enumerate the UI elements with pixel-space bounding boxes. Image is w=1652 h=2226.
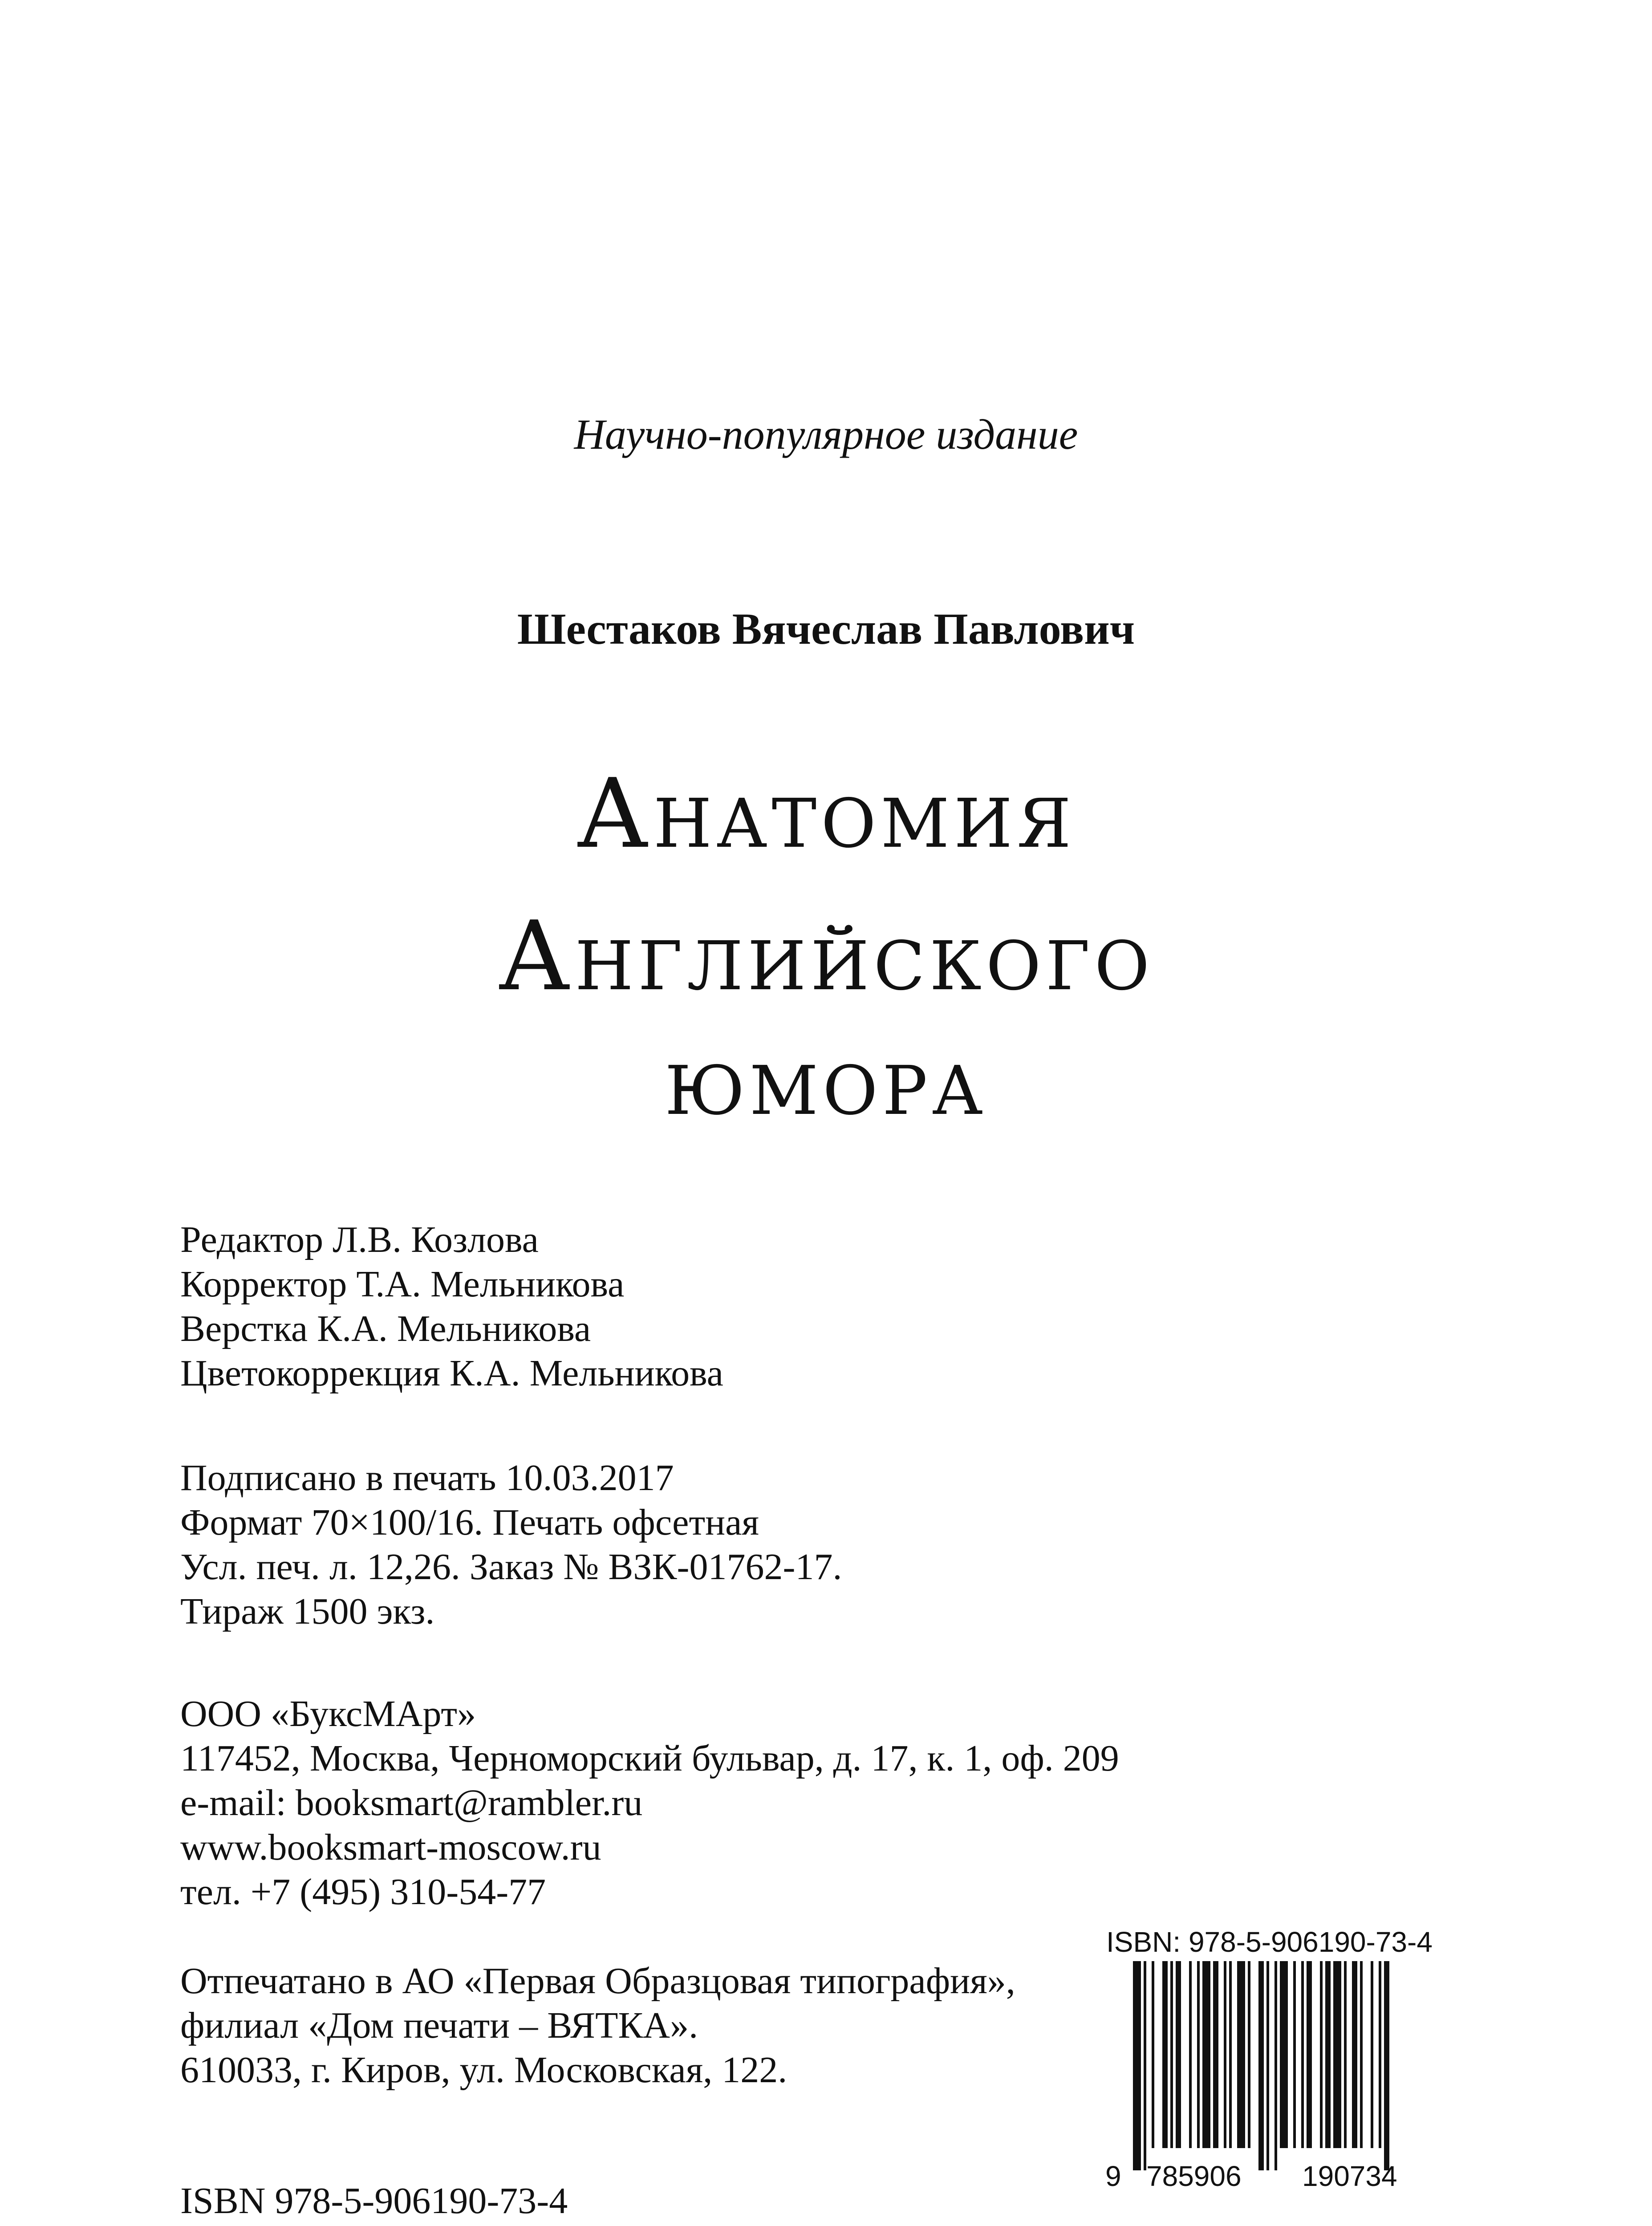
barcode-bar xyxy=(1371,1961,1373,2148)
book-title-line-1: Анатомия xyxy=(576,758,1076,869)
barcode-bar xyxy=(1189,1961,1192,2148)
book-title-line-2: Английского xyxy=(498,900,1154,1012)
barcode-bar xyxy=(1162,1961,1168,2148)
publisher-website: www.booksmart-moscow.ru xyxy=(180,1827,601,1868)
barcode-bar xyxy=(1307,1961,1312,2148)
barcode-bar xyxy=(1213,1961,1218,2148)
print-info-block xyxy=(180,1456,842,1634)
barcode-bar xyxy=(1224,1961,1226,2148)
author-name: Шестаков Вячеслав Павлович xyxy=(517,604,1135,654)
barcode-bar xyxy=(1384,1961,1389,2170)
print-info-line: Усл. печ. л. 12,26. Заказ № ВЗК-01762-17. xyxy=(180,1546,842,1588)
barcode-bar xyxy=(1176,1961,1181,2148)
barcode-bar xyxy=(1266,1961,1269,2170)
printer-line: Отпечатано в АО «Первая Образцовая типография», xyxy=(180,1960,1015,2002)
credits-block xyxy=(180,1218,723,1396)
barcode-bar xyxy=(1301,1961,1304,2148)
barcode-bar xyxy=(1379,1961,1381,2148)
barcode-label: ISBN: 978-5-906190-73-4 xyxy=(1106,1926,1433,1958)
barcode-bars xyxy=(1133,1961,1389,2170)
barcode-bar xyxy=(1352,1961,1357,2148)
barcode-bar xyxy=(1133,1961,1141,2170)
isbn-text: ISBN 978-5-906190-73-4 xyxy=(180,2180,568,2222)
printer-line: 610033, г. Киров, ул. Московская, 122. xyxy=(180,2049,787,2091)
publisher-name: ООО «БуксМАрт» xyxy=(180,1693,476,1734)
isbn-barcode xyxy=(1102,1925,1467,2193)
barcode-bar xyxy=(1325,1961,1331,2148)
barcode-bar xyxy=(1237,1961,1245,2148)
barcode-bar xyxy=(1320,1961,1323,2148)
publisher-phone: тел. +7 (495) 310-54-77 xyxy=(180,1871,546,1913)
barcode-digits-left: 785906 xyxy=(1146,2160,1242,2192)
barcode-bar xyxy=(1360,1961,1363,2148)
barcode-digit-first: 9 xyxy=(1105,2160,1121,2192)
printer-line: филиал «Дом печати – ВЯТКА». xyxy=(180,2005,698,2046)
barcode-bar xyxy=(1152,1961,1154,2148)
book-title-line-3: юмора xyxy=(665,1025,987,1137)
barcode-bar xyxy=(1202,1961,1210,2148)
print-info-line: Формат 70×100/16. Печать офсетная xyxy=(180,1502,759,1543)
barcode-bar xyxy=(1248,1961,1250,2148)
barcode-bar xyxy=(1229,1961,1232,2148)
credit-line: Редактор Л.В. Козлова xyxy=(180,1219,539,1260)
barcode-bar xyxy=(1293,1961,1296,2148)
subtitle: Научно-популярное издание xyxy=(574,410,1078,458)
barcode-graphic xyxy=(1102,1961,1467,2193)
barcode-bar xyxy=(1280,1961,1288,2148)
printer-block xyxy=(180,1959,1015,2092)
barcode-bar xyxy=(1275,1961,1277,2170)
barcode-bar xyxy=(1170,1961,1173,2148)
barcode-bar xyxy=(1144,1961,1146,2170)
credit-line: Корректор Т.А. Мельникова xyxy=(180,1263,625,1305)
publisher-address: 117452, Москва, Черноморский бульвар, д. 17, к. 1, оф. 209 xyxy=(180,1738,1119,1779)
barcode-bar xyxy=(1333,1961,1341,2148)
barcode-bar xyxy=(1344,1961,1347,2148)
barcode-bar xyxy=(1258,1961,1264,2170)
barcode-digits-right: 190734 xyxy=(1302,2160,1397,2192)
credit-line: Верстка К.А. Мельникова xyxy=(180,1308,591,1349)
print-info-line: Тираж 1500 экз. xyxy=(180,1591,435,1632)
publisher-block xyxy=(180,1692,1119,1914)
barcode-bar xyxy=(1197,1961,1200,2148)
credit-line: Цветокоррекция К.А. Мельникова xyxy=(180,1353,723,1394)
print-info-line: Подписано в печать 10.03.2017 xyxy=(180,1457,674,1499)
publisher-email: e-mail: booksmart@rambler.ru xyxy=(180,1782,643,1824)
